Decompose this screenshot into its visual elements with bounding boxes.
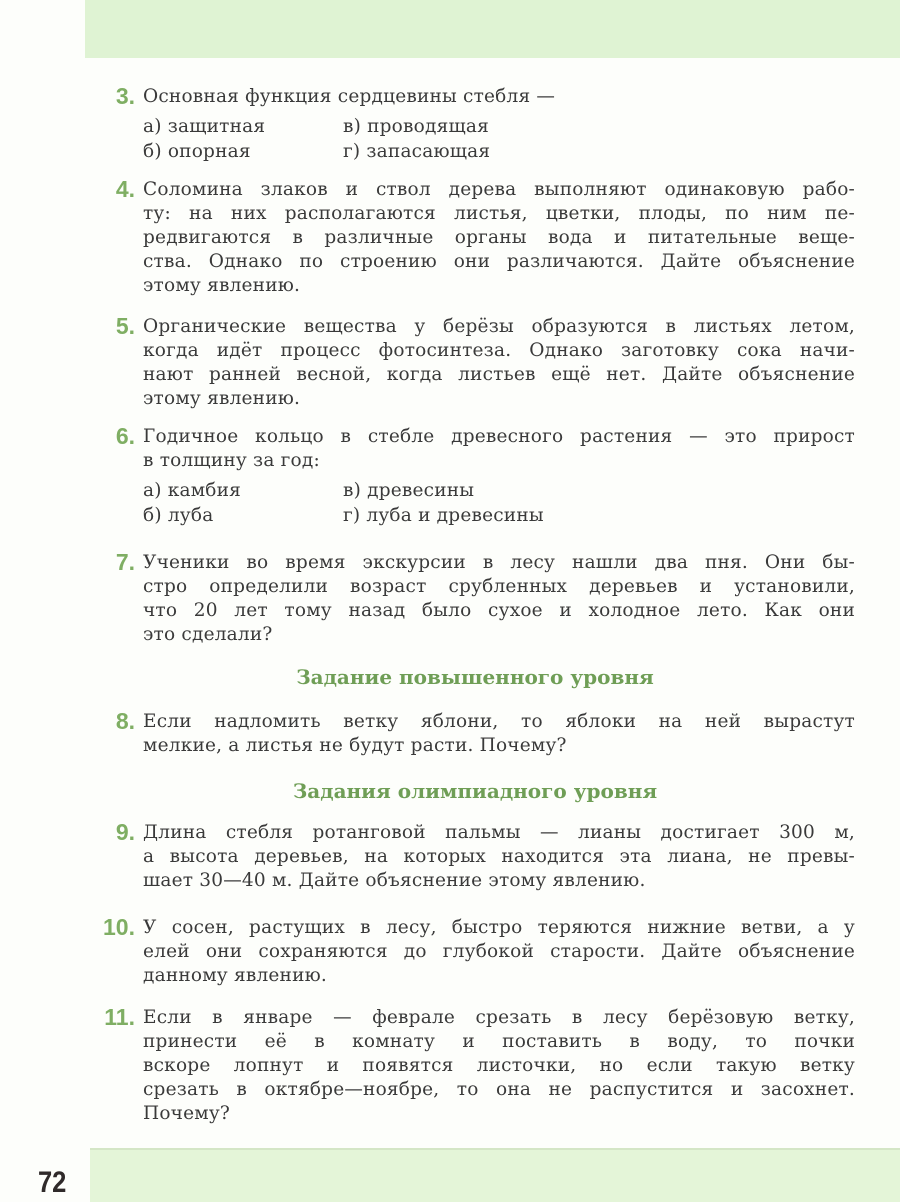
answer-option: а) защитная [143,116,266,137]
text-line: когда идёт процесс фотосинтеза. Однако заготовку сока начи- [143,340,855,361]
answer-option: а) камбия [143,480,242,501]
answer-option: в) проводящая [343,116,489,137]
task-item [95,551,855,647]
answer-option: б) луба [143,505,214,526]
task-number: 4. [115,176,135,202]
task-item [95,178,855,298]
task-text [143,916,855,988]
task-text [143,551,855,647]
task-item [95,1006,855,1126]
text-line: вскоре лопнут и появятся листочки, но если такую ветку [143,1055,855,1076]
text-line: Длина стебля ротанговой пальмы — лианы достигает 300 м, [143,822,855,843]
task-number: 10. [103,914,135,940]
answer-option: г) луба и древесины [343,505,544,526]
text-line: редвигаются в различные органы вода и питательные веще- [143,227,855,248]
task-item [95,315,855,411]
top-color-band [85,0,900,58]
bottom-color-band [90,1148,900,1202]
task-item [95,85,855,164]
text-line: в толщину за год: [143,450,320,471]
page-number: 72 [38,1166,67,1199]
task-text [143,315,855,411]
text-line: Соломина злаков и ствол дерева выполняют одинаковую рабо- [143,179,855,200]
text-line: ства. Однако по строению они различаются. Дайте объяснение [143,251,855,272]
answer-option: б) опорная [143,141,251,162]
text-line: Ученики во время экскурсии в лесу нашли два пня. Они бы- [143,552,855,573]
task-item [95,821,855,893]
text-line: стро определили возраст срубленных деревьев и установили, [143,576,855,597]
task-text [143,1006,855,1126]
text-line: что 20 лет тому назад было сухое и холодное лето. Как они [143,600,855,621]
text-line: ту: на них располагаются листья, цветки, плоды, по ним пе- [143,203,855,224]
text-line: Если надломить ветку яблони, то яблоки на ней вырастут [143,711,855,732]
text-line: нают ранней весной, когда листьев ещё нет. Дайте объяснение [143,364,855,385]
section-heading-advanced: Задание повышенного уровня [296,665,654,689]
task-item [95,916,855,988]
task-text [143,425,855,528]
text-line: Органические вещества у берёзы образуются в листьях летом, [143,316,855,337]
text-line: Основная функция сердцевины стебля — [143,86,556,107]
text-line: а высота деревьев, на которых находится эта лиана, не превы- [143,846,855,867]
text-line: шает 30—40 м. Дайте объяснение этому явлению. [143,870,646,891]
task-text [143,821,855,893]
text-line: елей они сохраняются до глубокой старости. Дайте объяснение [143,941,855,962]
text-line: У сосен, растущих в лесу, быстро теряются нижние ветви, а у [143,917,855,938]
text-line: данному явлению. [143,965,328,986]
task-number: 3. [115,83,135,109]
task-text [143,85,855,164]
task-number: 6. [115,423,135,449]
task-number: 7. [115,549,135,575]
task-number: 8. [115,708,135,734]
text-line: принести её в комнату и поставить в воду, то почки [143,1031,855,1052]
text-line: мелкие, а листья не будут расти. Почему? [143,735,567,756]
text-line: Почему? [143,1103,231,1124]
task-text [143,710,855,758]
task-item [95,710,855,758]
text-line: это сделали? [143,624,273,645]
text-line: этому явлению. [143,388,301,409]
text-line: Годичное кольцо в стебле древесного растения — это прирост [143,426,855,447]
answer-option: в) древесины [343,480,475,501]
text-line: Если в январе — феврале срезать в лесу берёзовую ветку, [143,1007,855,1028]
answer-options [143,114,855,164]
task-number: 11. [104,1004,135,1030]
task-text [143,178,855,298]
text-line: срезать в октябре—ноябре, то она не распустится и засохнет. [143,1079,855,1100]
answer-options [143,478,855,528]
task-number: 5. [115,313,135,339]
answer-option: г) запасающая [343,141,491,162]
task-number: 9. [115,819,135,845]
task-item [95,425,855,528]
section-heading-olympiad: Задания олимпиадного уровня [292,779,658,803]
text-line: этому явлению. [143,275,301,296]
